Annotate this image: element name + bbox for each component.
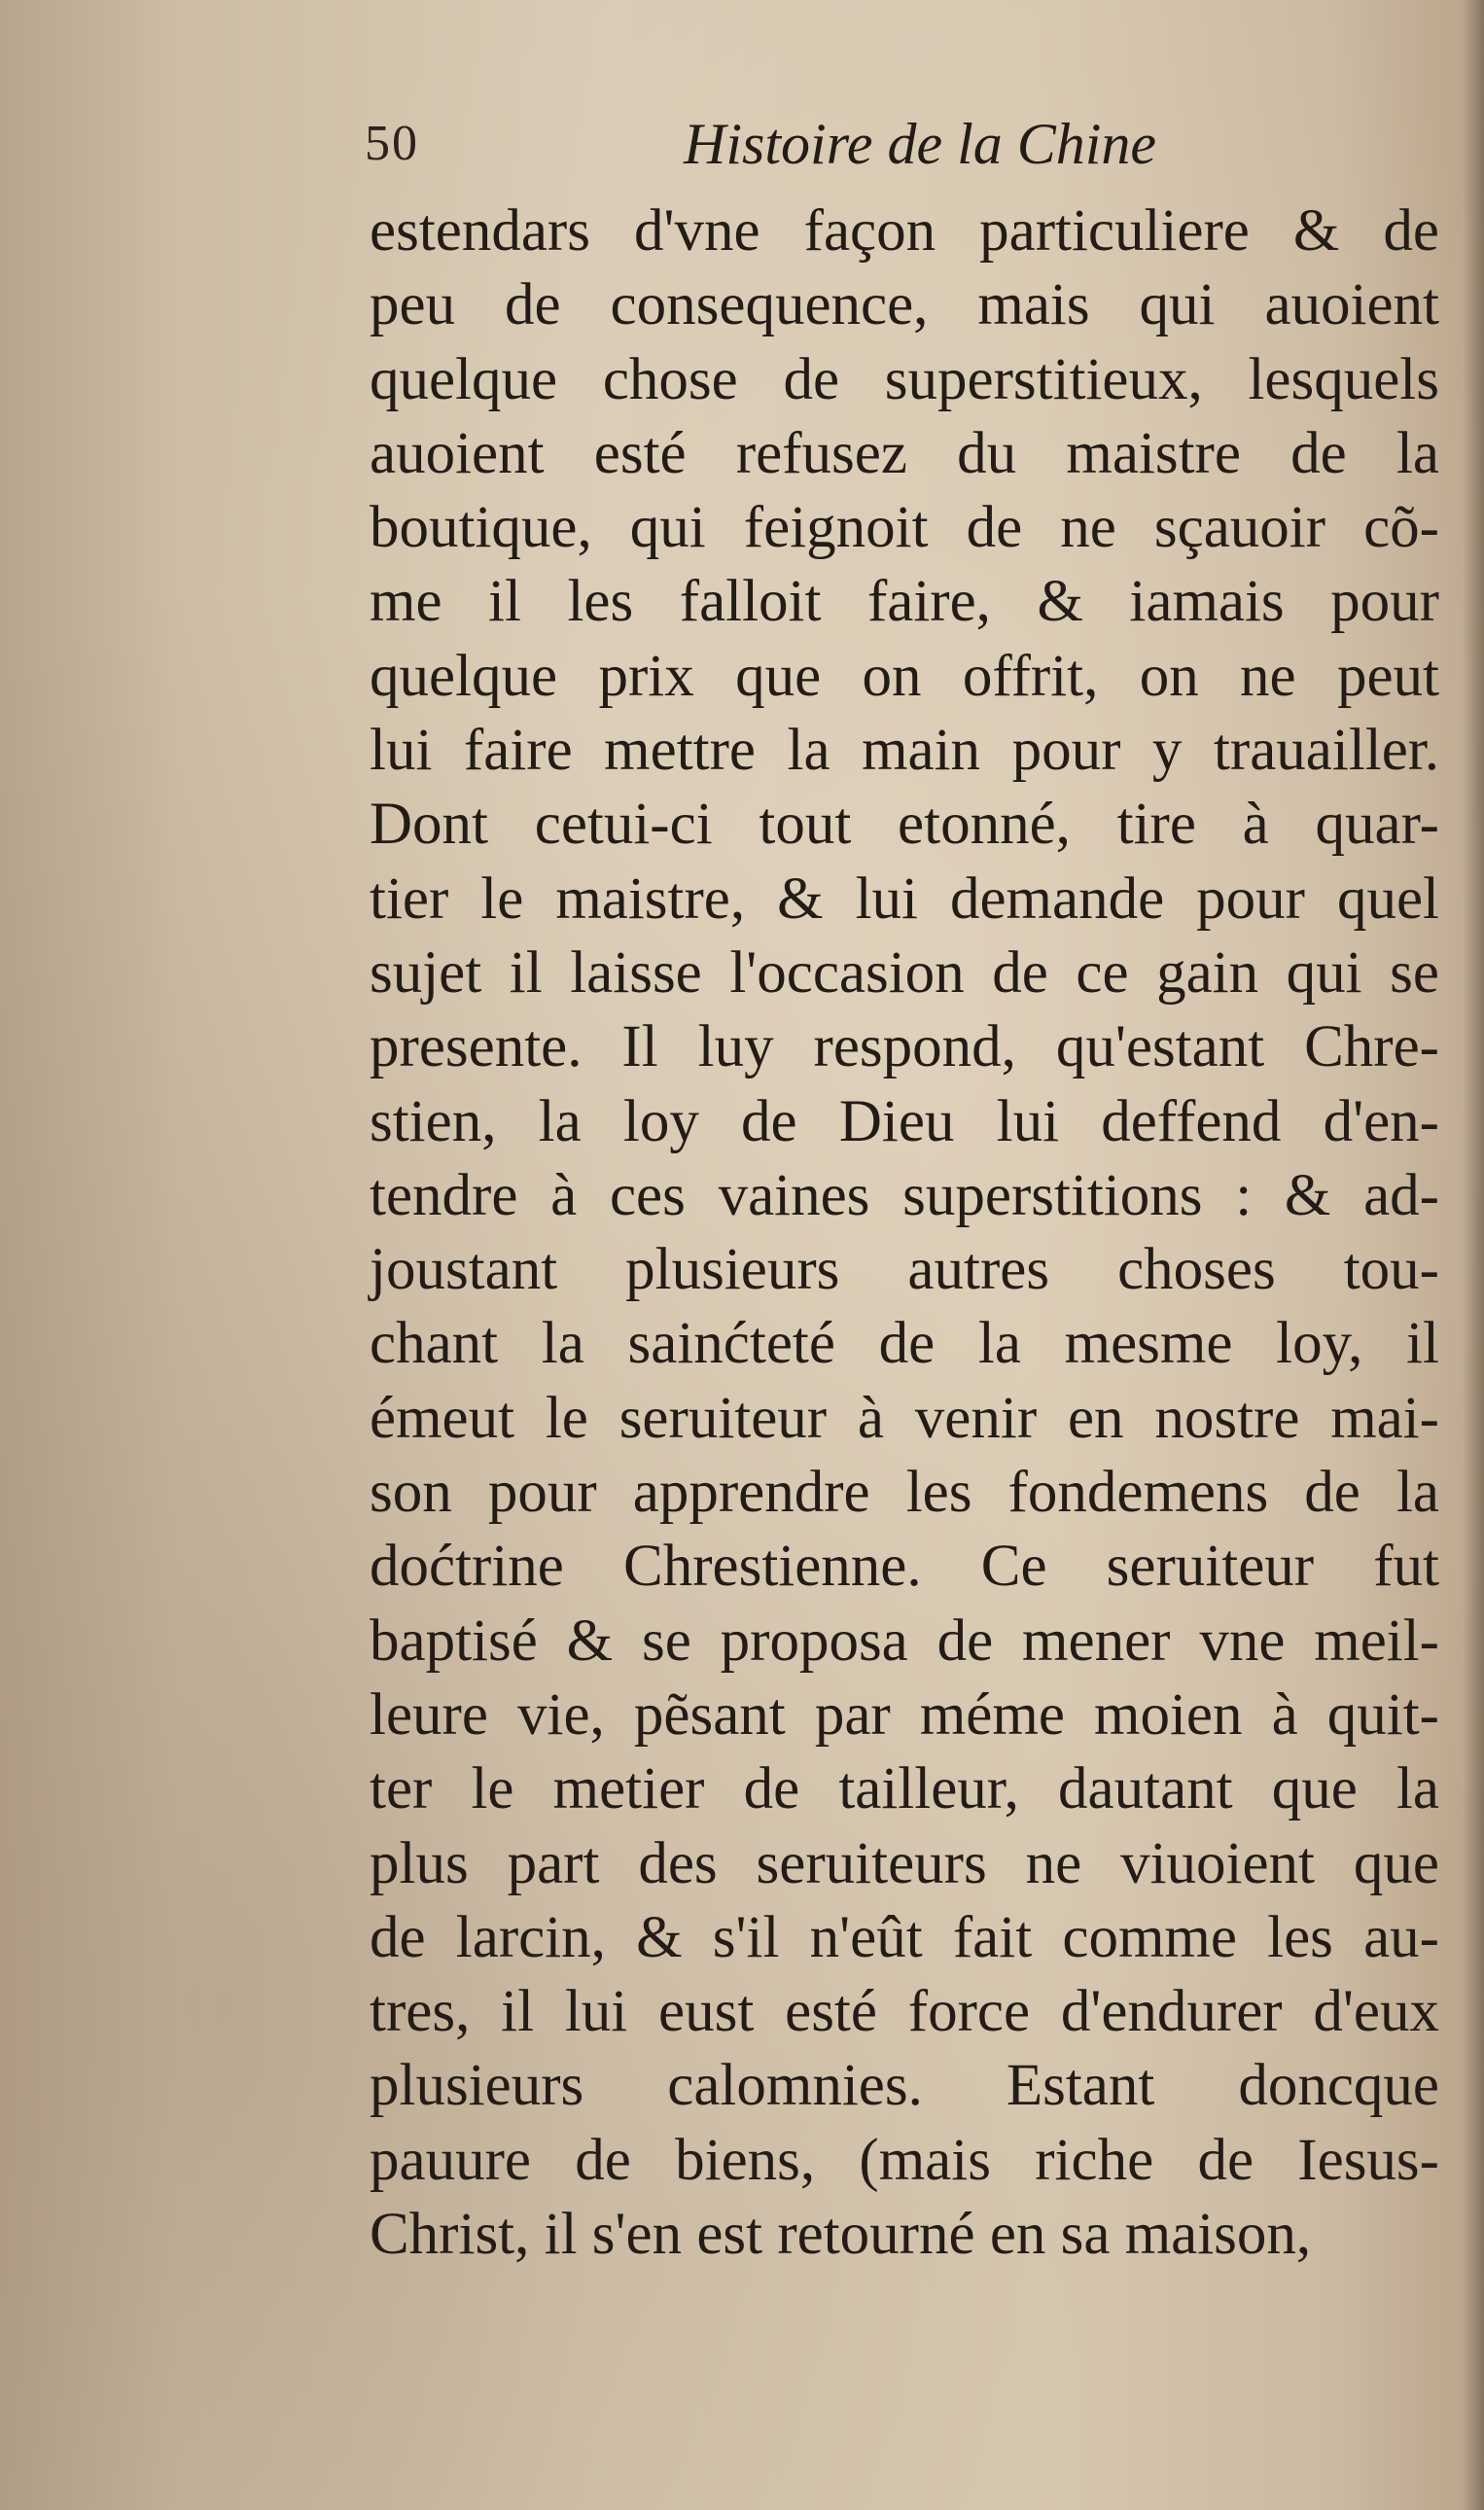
text-line: estendars d'vne façon particuliere & de [370, 198, 1439, 264]
body-text [370, 194, 1439, 2272]
page-number: 50 [365, 116, 419, 171]
text-line: ter le metier de tailleur, dautant que la [370, 1756, 1439, 1822]
text-line: quelque prix que on offrit, on ne peut [370, 643, 1439, 709]
text-line: de larcin, & s'il n'eût fait comme les au- [370, 1904, 1439, 1970]
text-line: émeut le seruiteur à venir en nostre mai- [370, 1385, 1439, 1451]
text-line: peu de consequence, mais qui auoient [370, 272, 1439, 338]
text-line: plusieurs calomnies. Estant doncque [370, 2053, 1439, 2119]
text-line: auoient esté refusez du maistre de la [370, 420, 1439, 486]
text-line: Christ, il s'en est retourné en sa maison, [370, 2202, 1312, 2268]
text-line: joustant plusieurs autres choses tou- [370, 1237, 1439, 1303]
text-line: plus part des seruiteurs ne viuoient que [370, 1830, 1439, 1896]
text-line: sujet il laisse l'occasion de ce gain qui se [370, 939, 1439, 1006]
text-line: quelque chose de superstitieux, lesquels [370, 346, 1439, 412]
text-line: stien, la loy de Dieu lui deffend d'en- [370, 1088, 1439, 1154]
text-line: doćtrine Chrestienne. Ce seruiteur fut [370, 1534, 1439, 1600]
text-line: boutique, qui feignoit de ne sçauoir cõ- [370, 495, 1439, 561]
text-line: lui faire mettre la main pour y trauailler. [370, 718, 1439, 784]
page-edge-shadow [1463, 0, 1484, 2510]
text-line: baptisé & se proposa de mener vne meil- [370, 1608, 1439, 1674]
text-line: Dont cetui-ci tout etonné, tire à quar- [370, 792, 1439, 858]
text-line: son pour apprendre les fondemens de la [370, 1460, 1439, 1526]
text-line: chant la sainćteté de la mesme loy, il [370, 1311, 1439, 1377]
text-line: me il les falloit faire, & iamais pour [370, 569, 1439, 635]
text-line: presente. Il luy respond, qu'estant Chre- [370, 1014, 1439, 1080]
running-title: Histoire de la Chine [684, 112, 1157, 176]
text-line: pauure de biens, (mais riche de Iesus- [370, 2127, 1439, 2193]
text-line: tier le maistre, & lui demande pour quel [370, 866, 1439, 932]
text-line: tres, il lui eust esté force d'endurer d'eux [370, 1979, 1439, 2045]
text-line: tendre à ces vaines superstitions : & ad- [370, 1162, 1439, 1228]
text-line: leure vie, pẽsant par méme moien à quit- [370, 1681, 1439, 1748]
page-header [365, 112, 1337, 183]
